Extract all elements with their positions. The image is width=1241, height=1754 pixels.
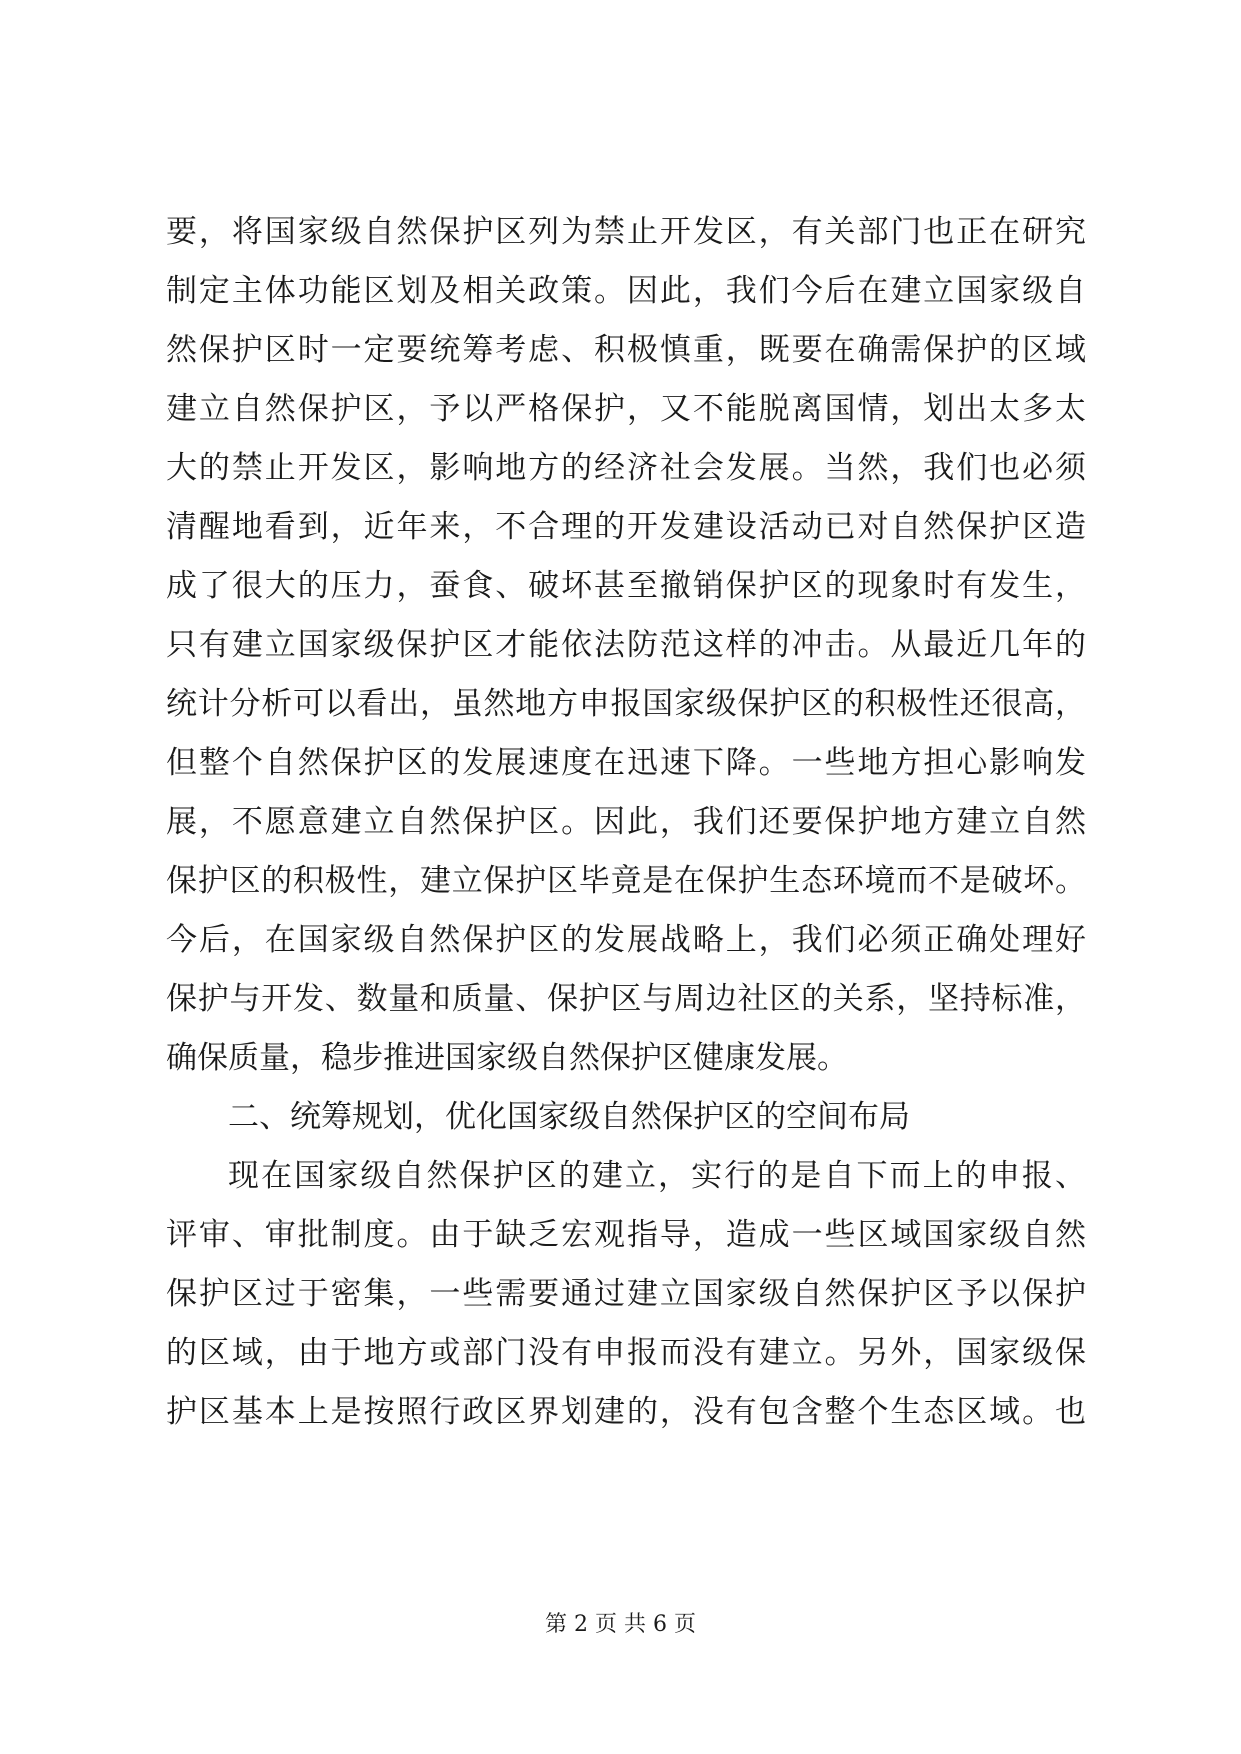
text-line: 制定主体功能区划及相关政策。因此，我们今后在建立国家级自 bbox=[166, 273, 1086, 309]
text-line: 但整个自然保护区的发展速度在迅速下降。一些地方担心影响发 bbox=[166, 745, 1086, 781]
text-line: 的区域，由于地方或部门没有申报而没有建立。另外，国家级保 bbox=[166, 1335, 1086, 1371]
text-line: 保护区的积极性，建立保护区毕竟是在保护生态环境而不是破坏。 bbox=[166, 863, 1086, 899]
text-line: 大的禁止开发区，影响地方的经济社会发展。当然，我们也必须 bbox=[166, 450, 1086, 486]
text-line: 今后，在国家级自然保护区的发展战略上，我们必须正确处理好 bbox=[166, 922, 1086, 958]
text-line: 现在国家级自然保护区的建立，实行的是自下而上的申报、 bbox=[228, 1158, 1086, 1194]
text-line: 展，不愿意建立自然保护区。因此，我们还要保护地方建立自然 bbox=[166, 804, 1086, 840]
text-line: 清醒地看到，近年来，不合理的开发建设活动已对自然保护区造 bbox=[166, 509, 1086, 545]
section-heading: 二、统筹规划，优化国家级自然保护区的空间布局 bbox=[228, 1099, 910, 1135]
text-line: 评审、审批制度。由于缺乏宏观指导，造成一些区域国家级自然 bbox=[166, 1217, 1086, 1253]
text-line: 护区基本上是按照行政区界划建的，没有包含整个生态区域。也 bbox=[166, 1394, 1086, 1430]
page-number-footer: 第 2 页 共 6 页 bbox=[545, 1612, 696, 1637]
text-line: 建立自然保护区，予以严格保护，又不能脱离国情，划出太多太 bbox=[166, 391, 1086, 427]
text-line: 只有建立国家级保护区才能依法防范这样的冲击。从最近几年的 bbox=[166, 627, 1086, 663]
text-line: 成了很大的压力，蚕食、破坏甚至撤销保护区的现象时有发生， bbox=[166, 568, 1086, 604]
text-line: 保护与开发、数量和质量、保护区与周边社区的关系，坚持标准， bbox=[166, 981, 1086, 1017]
text-line: 保护区过于密集，一些需要通过建立国家级自然保护区予以保护 bbox=[166, 1276, 1086, 1312]
text-line: 要，将国家级自然保护区列为禁止开发区，有关部门也正在研究 bbox=[166, 214, 1086, 250]
text-line: 然保护区时一定要统筹考虑、积极慎重，既要在确需保护的区域 bbox=[166, 332, 1086, 368]
text-line: 统计分析可以看出，虽然地方申报国家级保护区的积极性还很高， bbox=[166, 686, 1086, 722]
text-line: 确保质量，稳步推进国家级自然保护区健康发展。 bbox=[166, 1040, 848, 1076]
